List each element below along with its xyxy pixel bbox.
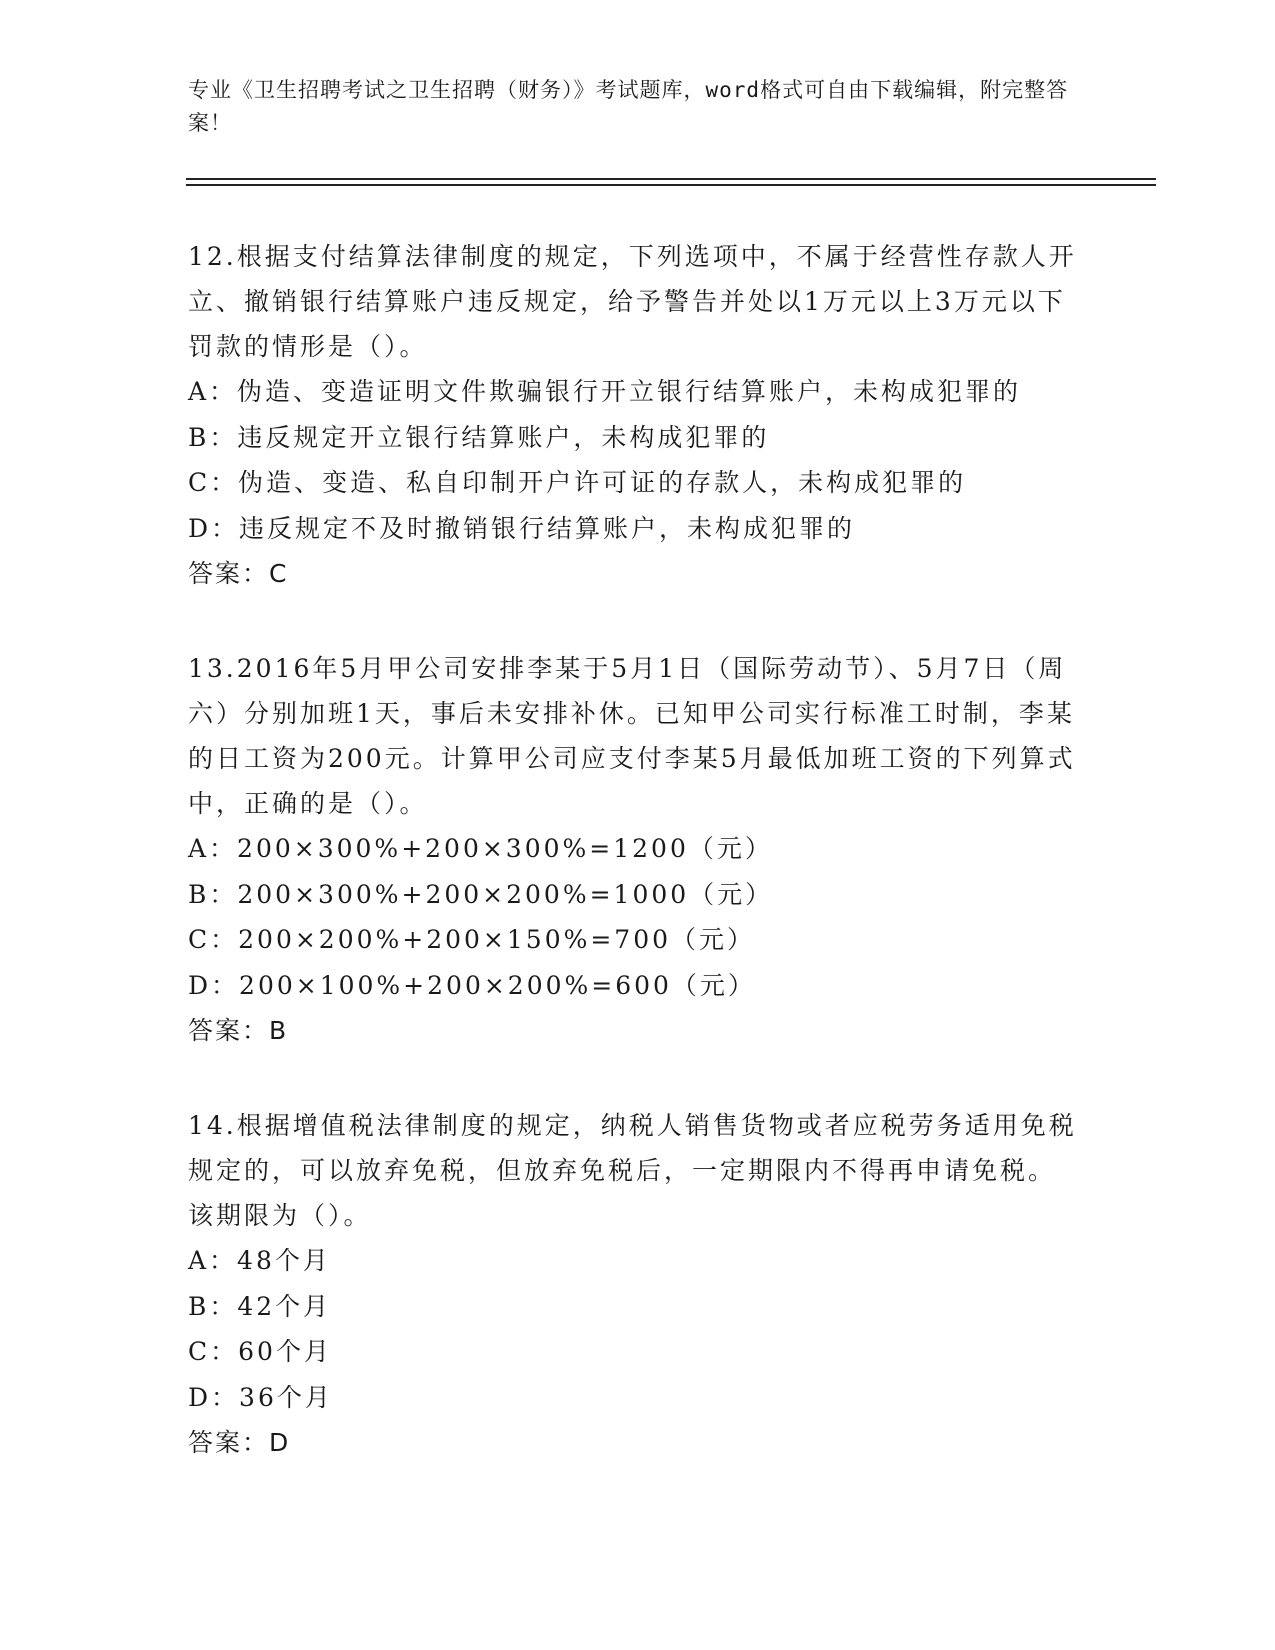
question-12 (188, 234, 1083, 596)
option-d: D：违反规定不及时撤销银行结算账户，未构成犯罪的 (188, 513, 856, 543)
document-header: 专业《卫生招聘考试之卫生招聘（财务）》考试题库，word格式可自由下载编辑，附完整答案！ (188, 78, 1069, 135)
option-c: C：200×200%+200×150%=700（元） (188, 925, 756, 954)
header-divider-top (186, 178, 1156, 180)
option-a: A：200×300%+200×300%=1200（元） (188, 834, 773, 863)
question-stem: 12.根据支付结算法律制度的规定，下列选项中，不属于经营性存款人开立、撤销银行结算账户违反规定，给予警告并处以1万元以上3万元以下罚款的情形是（）。 (188, 242, 1077, 361)
option-a: A：伪造、变造证明文件欺骗银行开立银行结算账户，未构成犯罪的 (188, 377, 1022, 406)
option-b: B：200×300%+200×200%=1000（元） (188, 879, 774, 909)
option-b: B：42个月 (188, 1291, 332, 1321)
option-a: A：48个月 (188, 1246, 331, 1275)
question-stem: 14.根据增值税法律制度的规定，纳税人销售货物或者应税劳务适用免税规定的，可以放弃免税，但放弃免税后，一定期限内不得再申请免税。该期限为（）。 (188, 1111, 1077, 1230)
question-14 (188, 1103, 1083, 1465)
header-divider-bottom (186, 184, 1156, 186)
answer: 答案：C (188, 559, 289, 588)
option-b: B：违反规定开立银行结算账户，未构成犯罪的 (188, 422, 770, 452)
option-d: D：200×100%+200×200%=600（元） (188, 970, 756, 1000)
answer: 答案：B (188, 1016, 289, 1045)
option-c: C：伪造、变造、私自印制开户许可证的存款人，未构成犯罪的 (188, 468, 967, 497)
option-d: D：36个月 (188, 1382, 333, 1412)
option-c: C：60个月 (188, 1337, 332, 1366)
question-stem: 13.2016年5月甲公司安排李某于5月1日（国际劳动节）、5月7日（周六）分别加班1天，事后未安排补休。已知甲公司实行标准工时制，李某的日工资为200元。计算甲公司应支付李某5月最低加班工资的下列算式中，正确的是（）。 (188, 654, 1076, 818)
question-13 (188, 646, 1083, 1053)
answer: 答案：D (188, 1428, 291, 1457)
